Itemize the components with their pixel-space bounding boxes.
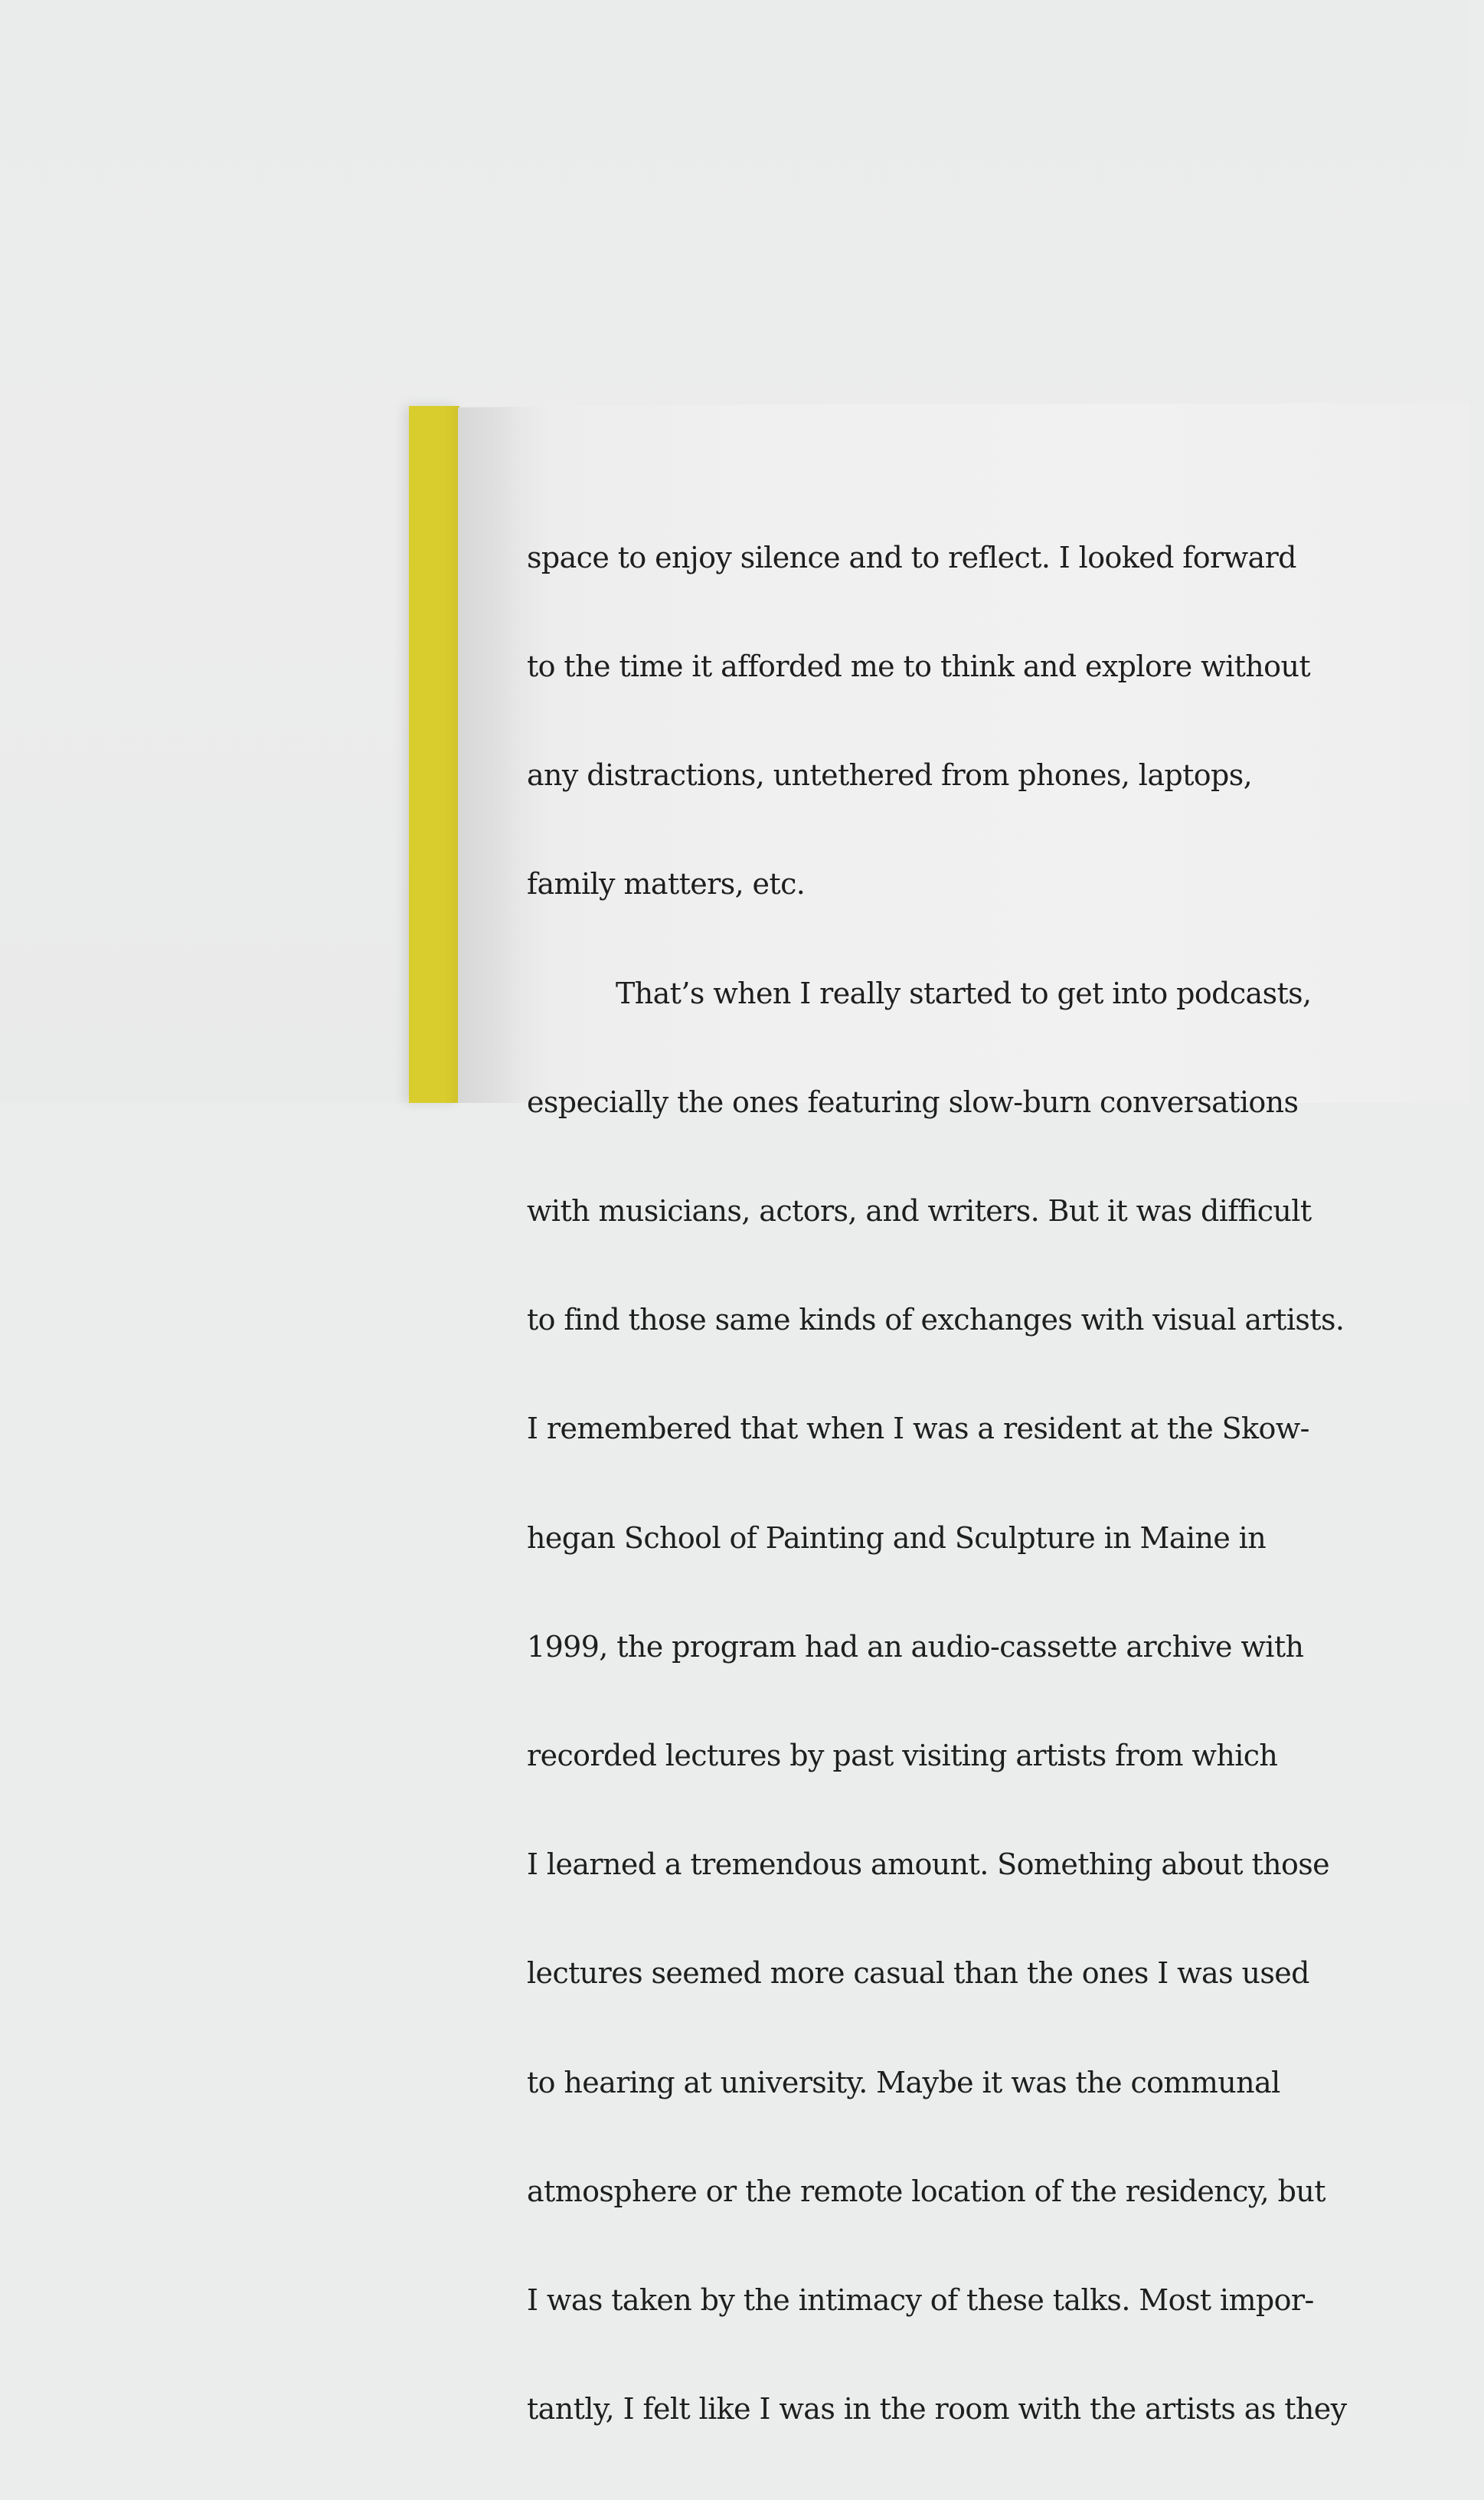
text-line: I was taken by the intimacy of these talks. Most impor- xyxy=(527,2283,1314,2318)
book-cover-edge xyxy=(409,406,459,1103)
page-gutter-shadow xyxy=(458,403,519,1103)
text-line: family matters, etc. xyxy=(527,867,806,902)
text-line: lectures seemed more casual than the ones I was used xyxy=(527,1956,1309,1991)
text-line: to find those same kinds of exchanges with visual artists. xyxy=(527,1303,1345,1337)
text-line: to hearing at university. Maybe it was the communal xyxy=(527,2065,1280,2099)
text-line: with musicians, actors, and writers. But it was difficult xyxy=(527,1194,1312,1229)
text-line: atmosphere or the remote location of the residency, but xyxy=(527,2174,1325,2208)
text-line: I learned a tremendous amount. Something about those xyxy=(527,1847,1330,1882)
text-line: space to enjoy silence and to reflect. I looked forward xyxy=(527,540,1296,574)
text-line: recorded lectures by past visiting artists from which xyxy=(527,1739,1278,1773)
text-line: any distractions, untethered from phones, laptops, xyxy=(527,758,1253,793)
text-line: especially the ones featuring slow-burn conversations xyxy=(527,1085,1299,1119)
text-line: tantly, I felt like I was in the room with the artists as they xyxy=(527,2392,1347,2426)
paragraph-start-line: That’s when I really started to get into podcasts, xyxy=(616,976,1312,1010)
text-line: 1999, the program had an audio-cassette archive with xyxy=(527,1629,1304,1664)
body-text xyxy=(527,467,1484,2500)
text-line: I remembered that when I was a resident at the Skow- xyxy=(527,1412,1309,1446)
text-line: to the time it afforded me to think and explore without xyxy=(527,650,1311,684)
text-line: hegan School of Painting and Sculpture in Maine in xyxy=(527,1520,1267,1555)
